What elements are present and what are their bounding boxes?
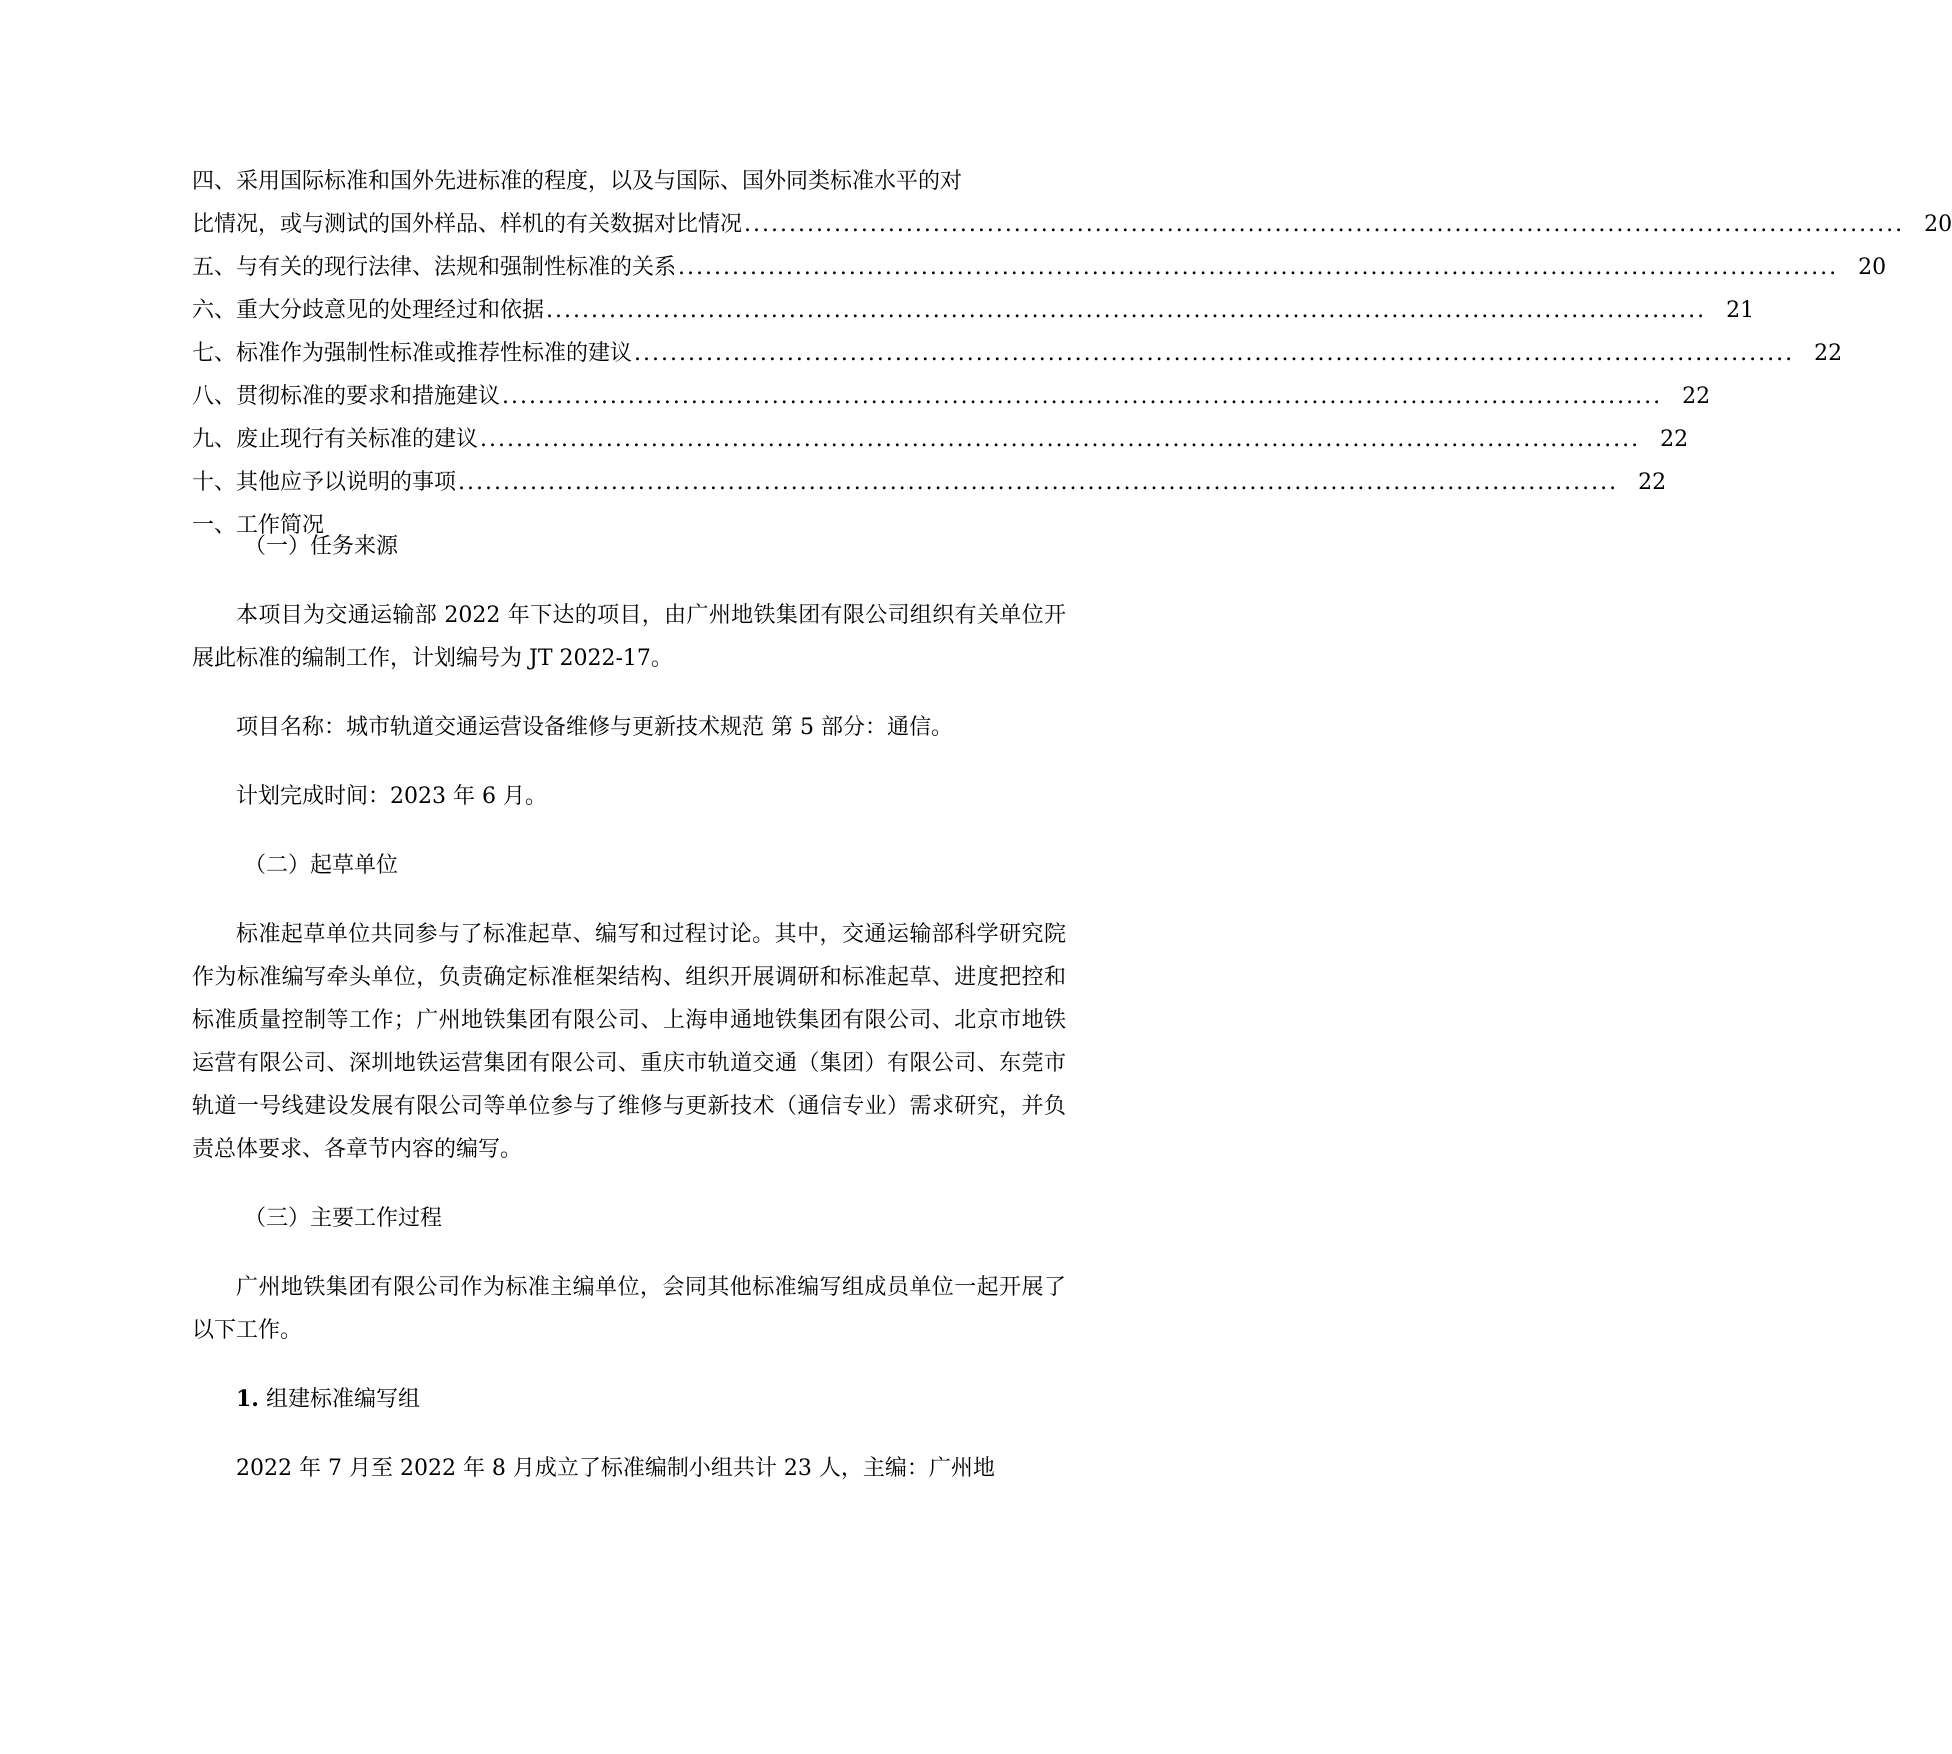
- toc-dot-leader: .................................................................................................................................: [678, 255, 1839, 280]
- toc-entry-text: 八、贯彻标准的要求和措施建议: [192, 384, 501, 409]
- toc-entry-four-line1: 四、采用国际标准和国外先进标准的程度，以及与国际、国外同类标准水平的对: [192, 169, 963, 194]
- paragraph: 广州地铁集团有限公司作为标准主编单位，会同其他标准编写组成员单位一起开展了以下工作。: [192, 1275, 1066, 1343]
- toc-entry-eight[interactable]: [192, 375, 1711, 418]
- paragraph: 标准起草单位共同参与了标准起草、编写和过程讨论。其中，交通运输部科学研究院作为标准编写牵头单位，负责确定标准框架结构、组织开展调研和标准起草、进度把控和标准质量控制等工作；广州地铁集团有限公司、上海申通地铁集团有限公司、北京市地铁运营有限公司、深圳地铁运营集团有限公司、重庆市轨道交通（集团）有限公司、东莞市轨道一号线建设发展有限公司等单位参与了维修与更新技术（通信专业）需求研究，并负责总体要求、各章节内容的编写。: [192, 922, 1066, 1162]
- subheading-work-process: （三）主要工作过程: [244, 1206, 443, 1231]
- numbered-item: [192, 1378, 1066, 1421]
- toc-page-number: 21: [1726, 298, 1755, 323]
- table-of-contents: [192, 160, 1952, 547]
- toc-entry-text: 六、重大分歧意见的处理经过和依据: [192, 298, 545, 323]
- toc-entry-text: 比情况，或与测试的国外样品、样机的有关数据对比情况: [192, 212, 743, 237]
- paragraph: 本项目为交通运输部 2022 年下达的项目，由广州地铁集团有限公司组织有关单位开展此标准的编制工作，计划编号为 JT 2022-17。: [192, 603, 1066, 671]
- toc-page-number: 22: [1638, 470, 1667, 495]
- toc-entry-nine[interactable]: [192, 418, 1689, 461]
- subheading-task-source: （一）任务来源: [244, 534, 399, 559]
- paragraph: 2022 年 7 月至 2022 年 8 月成立了标准编制小组共计 23 人，主编：广州地: [236, 1456, 995, 1481]
- toc-entry-six[interactable]: [192, 289, 1755, 332]
- section-heading: 一、工作简况: [192, 513, 325, 538]
- toc-page-number: 22: [1682, 384, 1711, 409]
- paragraph: 计划完成时间：2023 年 6 月。: [236, 784, 547, 809]
- toc-page-number: 20: [1858, 255, 1887, 280]
- toc-entry-four[interactable]: [192, 203, 1952, 246]
- toc-dot-leader: .................................................................................................................................: [546, 298, 1707, 323]
- subheading-drafting-units: （二）起草单位: [244, 853, 399, 878]
- toc-dot-leader: .................................................................................................................................: [480, 427, 1641, 452]
- toc-page-number: 22: [1660, 427, 1689, 452]
- paragraph: 项目名称：城市轨道交通运营设备维修与更新技术规范 第 5 部分：通信。: [236, 715, 953, 740]
- toc-entry-text: 五、与有关的现行法律、法规和强制性标准的关系: [192, 255, 677, 280]
- document-body: [192, 525, 1066, 1490]
- item-text: 组建标准编写组: [265, 1387, 420, 1412]
- toc-page-number: 20: [1924, 212, 1952, 237]
- toc-entry-five[interactable]: [192, 246, 1887, 289]
- toc-entry-text: 十、其他应予以说明的事项: [192, 470, 457, 495]
- toc-entry-seven[interactable]: [192, 332, 1843, 375]
- toc-dot-leader: .................................................................................................................................: [744, 212, 1905, 237]
- item-number: 1.: [236, 1386, 259, 1412]
- toc-entry-text: 九、废止现行有关标准的建议: [192, 427, 479, 452]
- toc-page-number: 22: [1814, 341, 1843, 366]
- toc-entry-text: 七、标准作为强制性标准或推荐性标准的建议: [192, 341, 633, 366]
- toc-entry-ten[interactable]: [192, 461, 1667, 504]
- toc-dot-leader: .................................................................................................................................: [502, 384, 1663, 409]
- toc-dot-leader: .................................................................................................................................: [634, 341, 1795, 366]
- toc-dot-leader: .................................................................................................................................: [458, 470, 1619, 495]
